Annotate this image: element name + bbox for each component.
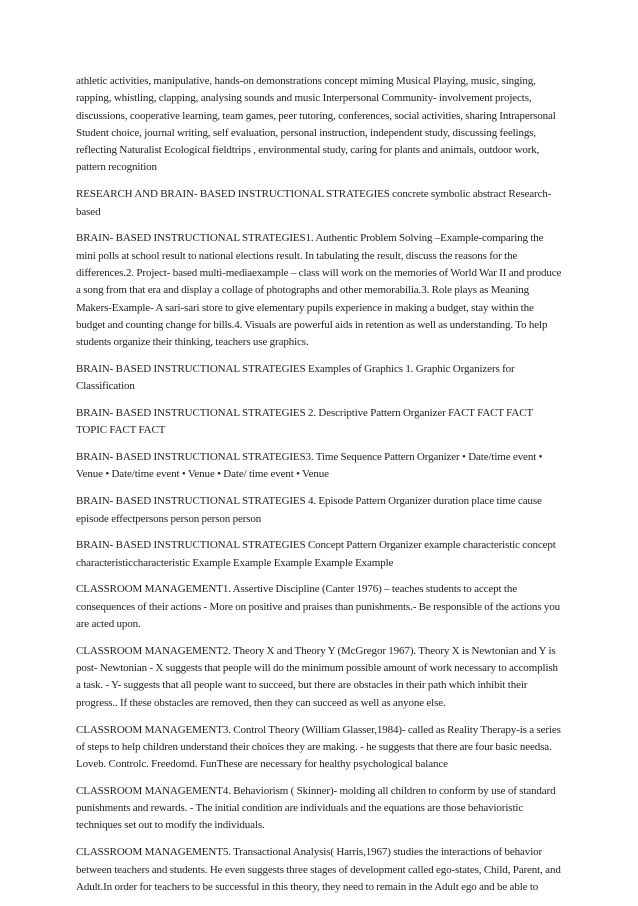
paragraph-intelligences-activities: athletic activities, manipulative, hands-on demonstrations concept miming Musical Playing, music, singing, rapping, whistling, clapping, analysing sounds and music Interpersonal Community- involvement projects, discussions, cooperative learning, team games, peer tutoring, conferences, social activities, sharing Intrapersonal Student choice, journal writing, self evaluation, personal instruction, independent study, discussing feelings, reflecting Naturalist Ecological fieldtrips , environmental study, caring for plants and animals, outdoor work, pattern recognition <box>76 75 556 174</box>
paragraph-time-sequence-pattern: BRAIN- BASED INSTRUCTIONAL STRATEGIES3. Time Sequence Pattern Organizer • Date/time event • Venue • Date/time event • Venue • Date/ time event • Venue <box>76 451 543 481</box>
paragraph-graphics-examples: BRAIN- BASED INSTRUCTIONAL STRATEGIES Examples of Graphics 1. Graphic Organizers for Classification <box>76 362 515 393</box>
paragraph-control-theory: CLASSROOM MANAGEMENT3. Control Theory (William Glasser,1984)- called as Reality Therapy-is a series of steps to help children understand their choices they are making. - he suggests that there are four basic needsa. Loveb. Controlc. Freedomd. FunThese are necessary for healthy psychological balance <box>76 723 561 771</box>
paragraph-concept-pattern: BRAIN- BASED INSTRUCTIONAL STRATEGIES Concept Pattern Organizer example characteristic concept characteristiccharacteristic Example Example Example Example Example <box>76 539 556 569</box>
paragraph-theory-x-y: CLASSROOM MANAGEMENT2. Theory X and Theory Y (McGregor 1967). Theory X is Newtonian and Y is post- Newtonian - X suggests that people will do the minimum possible amount of work necessary to accomplish a task. - Y- suggests that all people want to succeed, but there are obstacles in their path which inhibit their progress.. If these obstacles are removed, then they can succeed as well as anyone else. <box>76 644 558 709</box>
document-page <box>76 73 563 906</box>
paragraph-research-brain-based: RESEARCH AND BRAIN- BASED INSTRUCTIONAL STRATEGIES concrete symbolic abstract Research-based <box>76 188 552 218</box>
paragraph-assertive-discipline: CLASSROOM MANAGEMENT1. Assertive Discipline (Canter 1976) – teaches students to accept the consequences of their actions - More on positive and praises than punishments.- Be responsible of the actions you are acted upon. <box>76 583 561 631</box>
paragraph-descriptive-pattern: BRAIN- BASED INSTRUCTIONAL STRATEGIES 2. Descriptive Pattern Organizer FACT FACT FACT TOPIC FACT FACT <box>76 407 533 437</box>
paragraph-behaviorism: CLASSROOM MANAGEMENT4. Behaviorism ( Skinner)- molding all children to conform by use of standard punishments and rewards. - The initial condition are individuals and the equations are those behavioristic techniques set out to modify the individuals. <box>76 784 556 832</box>
paragraph-episode-pattern: BRAIN- BASED INSTRUCTIONAL STRATEGIES 4. Episode Pattern Organizer duration place time cause episode effectpersons person person person <box>76 495 542 525</box>
paragraph-transactional-analysis: CLASSROOM MANAGEMENT5. Transactional Analysis( Harris,1967) studies the interactions of behavior between teachers and students. He even suggests three stages of development called ego-states, Child, Parent, and Adult.In order for teachers to be successful in this theory, they need to remain in the Adult ego and be able to <box>76 846 561 893</box>
paragraph-brain-based-strategies: BRAIN- BASED INSTRUCTIONAL STRATEGIES1. Authentic Problem Solving –Example-comparing the mini polls at school result to national elections result. In tabulating the result, discuss the reasons for the differences.2. Project- based multi-mediaexample – class will work on the memories of World War II and produce a song from that era and display a collage of photographs and other memorabilia.3. Role plays as Meaning Makers-Example- A sari-sari store to give elementary pupils experience in making a budget, stay within the budget and counting change for bills.4. Visuals are powerful aids in retention as well as understanding. To help students organize their thinking, teachers use graphics. <box>76 232 562 349</box>
